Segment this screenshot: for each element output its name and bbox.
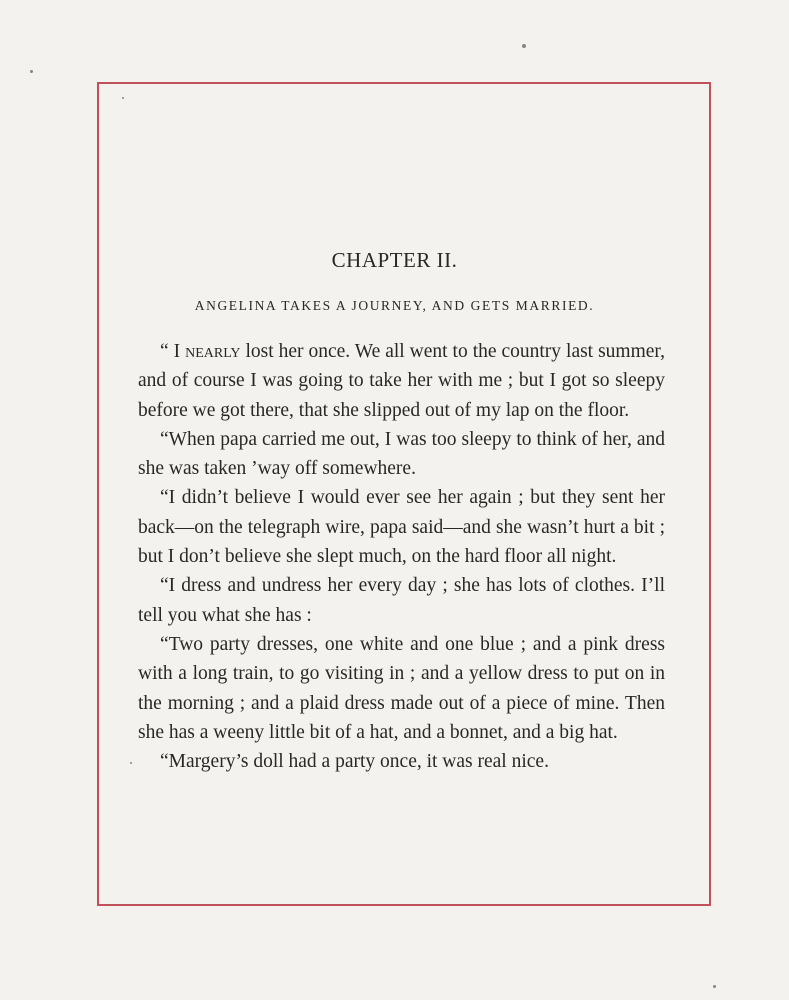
paragraph-text: I dress and undress her every day ; she has lots of clothes. I’ll tell you what she has :	[138, 575, 665, 626]
paragraph	[138, 425, 665, 484]
paragraph-text: Margery’s doll had a party once, it was real nice.	[168, 751, 549, 773]
quote-open: “	[160, 751, 169, 773]
paragraph-text: When papa carried me out, I was too sleepy to think of her, and she was taken ’way off somewhere.	[138, 428, 665, 480]
paragraph	[138, 337, 665, 425]
paper-speck	[130, 762, 132, 764]
paragraph	[138, 571, 665, 630]
paper-speck	[713, 985, 716, 988]
paragraph-text: I didn’t believe I would ever see her again ; but they sent her back—on the telegraph wire, papa said—and she wasn’t hurt a bit ; but I don’t believe she slept much, on the hard floor all night.	[138, 487, 665, 568]
body-text	[138, 337, 665, 776]
small-caps-lead: nearly	[185, 341, 241, 362]
quote-open: “	[160, 633, 169, 655]
paragraph	[138, 483, 665, 571]
paragraph	[138, 630, 665, 747]
chapter-subtitle: ANGELINA TAKES A JOURNEY, AND GETS MARRIED.	[194, 298, 595, 313]
paragraph	[138, 747, 665, 776]
paper-speck	[30, 70, 33, 73]
paragraph-text: Two party dresses, one white and one blue ; and a pink dress with a long train, to go visiting in ; and a yellow dress to put on in the morning ; and a plaid dress made out of a piece of mine. Then she has a weeny little bit of a hat, and a bonnet, and a big hat.	[138, 633, 665, 743]
paragraph-text: lost her once. We all went to the country last summer, and of course I was going to take her with me ; but I got so sleepy before we got there, that she slipped out of my lap on the floor.	[138, 341, 665, 421]
quote-open: “ I	[160, 341, 186, 362]
quote-open: “	[160, 487, 169, 509]
quote-open: “	[160, 428, 169, 450]
quote-open: “	[160, 575, 169, 597]
paper-speck	[122, 97, 124, 99]
paper-speck	[522, 44, 526, 48]
chapter-title: CHAPTER II.	[331, 248, 458, 272]
